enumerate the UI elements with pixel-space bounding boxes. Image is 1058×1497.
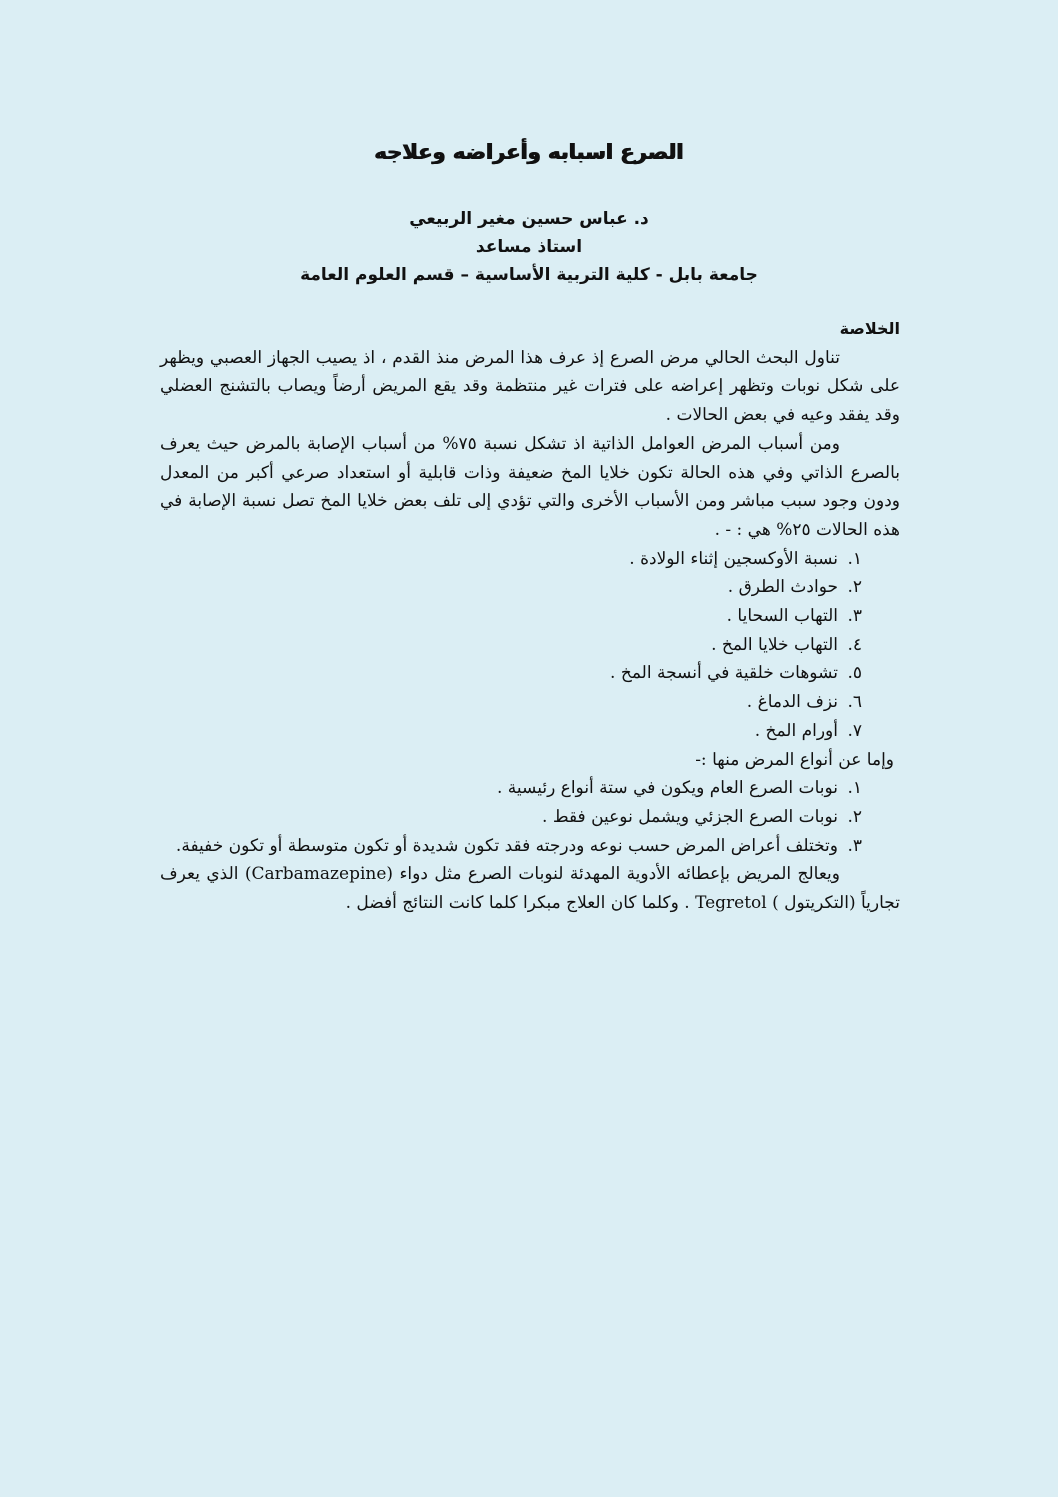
author-rank: استاذ مساعد [475, 237, 583, 257]
list-item-text: نوبات الصرع الجزئي ويشمل نوعين فقط . [542, 806, 838, 827]
abstract-section [160, 315, 900, 918]
author-name: د. عباس حسين مغير الربيعي [409, 209, 649, 229]
list-item-number: ٣. [847, 606, 862, 627]
list-item-text: نوبات الصرع العام ويكون في ستة أنواع رئيسية . [496, 778, 838, 799]
list-item [160, 832, 900, 861]
list-item [160, 545, 900, 574]
list-item [160, 803, 900, 832]
list-item-number: ٦. [847, 692, 862, 713]
types-intro: وإما عن أنواع المرض منها :- [695, 749, 894, 770]
list-item-text: وتختلف أعراض المرض حسب نوعه ودرجته فقد تكون شديدة أو تكون متوسطة أو تكون خفيفة. [175, 835, 838, 856]
list-item-text: التهاب خلايا المخ . [711, 634, 838, 655]
list-item [160, 602, 900, 631]
paper-title: الصرع اسبابه وأعراضه وعلاجه [374, 140, 684, 164]
list-item [160, 631, 900, 660]
abstract-heading: الخلاصة [839, 319, 900, 338]
list-item-text: أورام المخ . [754, 720, 838, 741]
list-item [160, 573, 900, 602]
list-item-number: ١. [847, 548, 862, 569]
list-item-number: ٢. [847, 806, 862, 827]
list-item [160, 717, 900, 746]
list-item [160, 659, 900, 688]
list-item-text: حوادث الطرق . [727, 577, 838, 598]
list-item-number: ١. [847, 778, 862, 799]
causes-list [160, 545, 900, 746]
list-item-number: ٥. [847, 663, 862, 684]
list-item-number: ٤. [847, 634, 862, 655]
list-item-text: تشوهات خلقية في أنسجة المخ . [610, 663, 838, 684]
list-item [160, 774, 900, 803]
list-item [160, 688, 900, 717]
list-item-text: نسبة الأوكسجين إثناء الولادة . [629, 548, 838, 569]
abstract-paragraph-3: ويعالج المريض بإعطائه الأدوية المهدئة لنوبات الصرع مثل دواء (Carbamazepine) الذي يعرف تجارياً (التكريتول ) Tegretol . وكلما كان العلاج مبكرا كلما كانت النتائج أفضل . [160, 864, 900, 914]
author-affiliation: جامعة بابل - كلية التربية الأساسية – قسم العلوم العامة [300, 265, 758, 285]
list-item-text: نزف الدماغ . [746, 692, 838, 713]
list-item-number: ٧. [847, 720, 862, 741]
list-item-number: ٣. [847, 835, 862, 856]
abstract-paragraph-2: ومن أسباب المرض العوامل الذاتية اذ تشكل نسبة ٧٥% من أسباب الإصابة بالمرض حيث يعرف بالصرع الذاتي وفي هذه الحالة تكون خلايا المخ ضعيفة وذات قابلية أو استعداد صرعي أكبر من المعدل ودون وجود سبب مباشر ومن الأسباب الأخرى والتي تؤدي إلى تلف بعض خلايا المخ تصل نسبة الإصابة في هذه الحالات ٢٥% هي : - . [160, 433, 900, 540]
abstract-paragraph-1: تناول البحث الحالي مرض الصرع إذ عرف هذا المرض منذ القدم ، اذ يصيب الجهاز العصبي ويظهر على شكل نوبات وتظهر إعراضه على فترات غير منتظمة وقد يقع المريض أرضاً ويصاب بالتشنج العضلي وقد يفقد وعيه في بعض الحالات . [160, 347, 900, 426]
author-block [0, 205, 1058, 289]
types-list [160, 774, 900, 860]
list-item-number: ٢. [847, 577, 862, 598]
list-item-text: التهاب السحايا . [726, 606, 838, 627]
